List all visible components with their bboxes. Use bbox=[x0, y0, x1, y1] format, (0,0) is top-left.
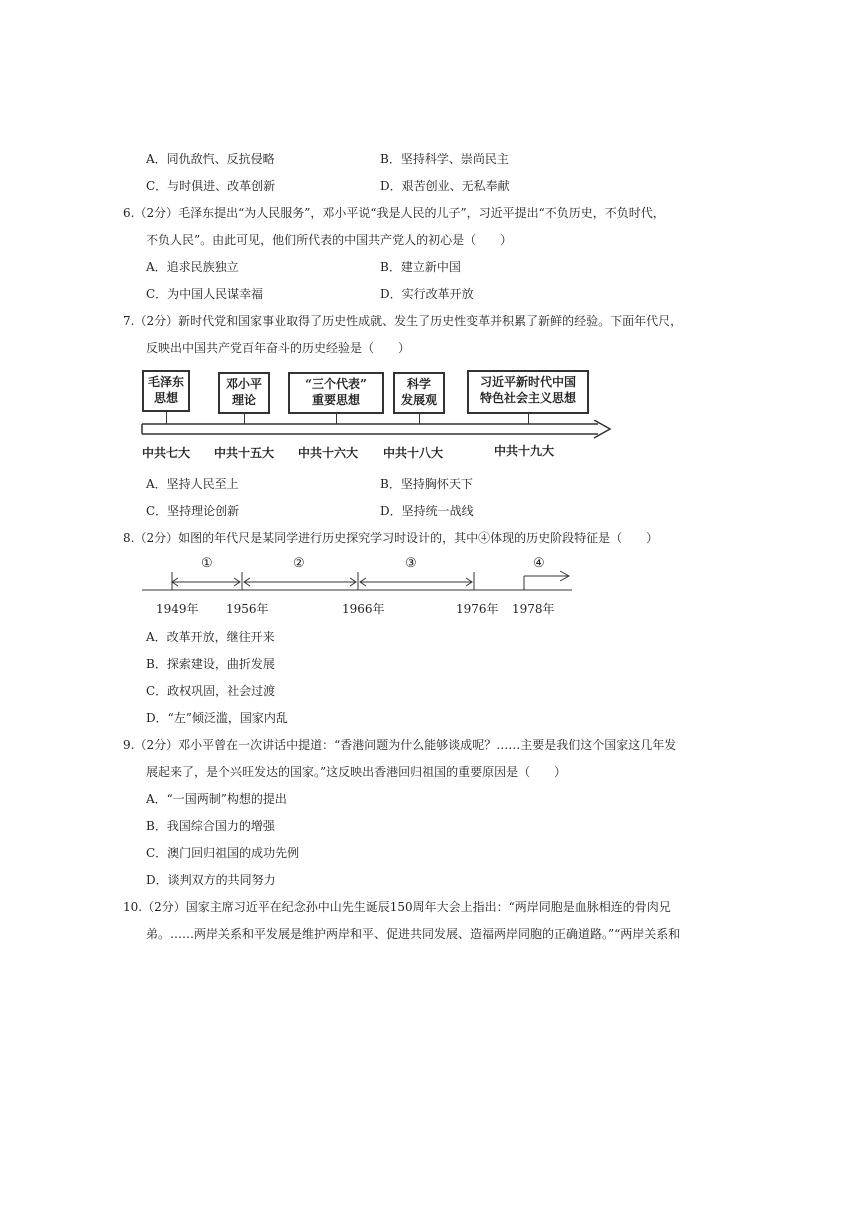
q7-option-c: C．坚持理论创新 bbox=[146, 504, 240, 518]
q8-marker-4: ④ bbox=[533, 556, 545, 571]
q5-option-b: B．坚持科学、崇尚民主 bbox=[380, 152, 509, 166]
q7-box-mao bbox=[142, 370, 190, 412]
q7-box-deng bbox=[218, 372, 270, 414]
q5-option-c: C．与时俱进、改革创新 bbox=[146, 179, 276, 193]
q7-box-xi-line2: 特色社会主义思想 bbox=[479, 391, 576, 405]
q7-box-scientific bbox=[393, 372, 445, 414]
q7-timeline-diagram bbox=[140, 368, 620, 463]
q7-axis-arrow bbox=[140, 420, 615, 440]
q7-label-18th: 中共十八大 bbox=[383, 446, 444, 460]
q7-box-mao-line1: 毛泽东 bbox=[148, 375, 185, 389]
q5-option-a: A．同仇敌忾、反抗侵略 bbox=[146, 152, 275, 166]
q9-stem-line1: 9.（2分）邓小平曾在一次讲话中提道：“香港问题为什么能够谈成呢？……主要是我们这个国家这几年发 bbox=[123, 738, 677, 752]
q7-stem-line1: 7.（2分）新时代党和国家事业取得了历史性成就、发生了历史性变革并积累了新鲜的经验。下面年代尺， bbox=[123, 314, 683, 328]
q7-option-b: B．坚持胸怀天下 bbox=[380, 477, 473, 491]
q6-option-d: D．实行改革开放 bbox=[380, 287, 474, 301]
q8-year-1966: 1966年 bbox=[342, 602, 385, 616]
q6-stem-line1: 6.（2分）毛泽东提出“为人民服务”，邓小平说“我是人民的儿子”，习近平提出“不负历史，不负时代， bbox=[123, 206, 665, 220]
q7-label-15th: 中共十五大 bbox=[214, 446, 275, 460]
q7-label-7th: 中共七大 bbox=[142, 446, 191, 460]
q7-tick bbox=[244, 414, 245, 424]
q6-option-b: B．建立新中国 bbox=[380, 260, 461, 274]
q6-stem-line2: 不负人民”。由此可见，他们所代表的中国共产党人的初心是（ ） bbox=[146, 233, 513, 247]
q8-option-d: D．“左”倾泛滥，国家内乱 bbox=[146, 711, 288, 725]
q7-tick bbox=[528, 414, 529, 424]
q10-stem-line1: 10.（2分）国家主席习近平在纪念孙中山先生诞辰150周年大会上指出：“两岸同胞是血脉相连的骨肉兄 bbox=[123, 900, 671, 914]
q8-marker-2: ② bbox=[293, 556, 305, 571]
q7-tick bbox=[336, 414, 337, 424]
q7-box-mao-line2: 思想 bbox=[153, 391, 178, 405]
q9-option-a: A．“一国两制”构想的提出 bbox=[146, 792, 287, 806]
q7-box-scientific-line2: 发展观 bbox=[400, 393, 437, 407]
q7-tick bbox=[419, 414, 420, 424]
q5-option-d: D．艰苦创业、无私奉献 bbox=[380, 179, 510, 193]
q8-year-1949: 1949年 bbox=[156, 602, 199, 616]
q7-option-d: D．坚持统一战线 bbox=[380, 504, 474, 518]
q8-timeline-diagram bbox=[140, 556, 580, 618]
q7-stem-line2: 反映出中国共产党百年奋斗的历史经验是（ ） bbox=[146, 341, 411, 355]
q7-tick bbox=[166, 412, 167, 424]
q10-stem-line2: 弟。……两岸关系和平发展是维护两岸和平、促进共同发展、造福两岸同胞的正确道路。”“两岸关系和 bbox=[146, 927, 681, 941]
q8-year-1976: 1976年 bbox=[456, 602, 499, 616]
q6-option-c: C．为中国人民谋幸福 bbox=[146, 287, 264, 301]
q7-box-xi bbox=[467, 370, 589, 414]
q7-box-xi-line1: 习近平新时代中国 bbox=[479, 375, 576, 389]
q8-marker-1: ① bbox=[201, 556, 213, 571]
q8-option-c: C．政权巩固，社会过渡 bbox=[146, 684, 276, 698]
q8-year-1978: 1978年 bbox=[512, 602, 555, 616]
q7-box-three-represents bbox=[288, 372, 384, 414]
q9-option-d: D．谈判双方的共同努力 bbox=[146, 873, 276, 887]
q9-option-b: B．我国综合国力的增强 bbox=[146, 819, 275, 833]
q9-stem-line2: 展起来了，是个兴旺发达的国家。”这反映出香港回归祖国的重要原因是（ ） bbox=[146, 765, 567, 779]
q7-option-a: A．坚持人民至上 bbox=[146, 477, 239, 491]
q7-box-three-represents-line1: “三个代表” bbox=[305, 377, 367, 391]
q8-stem-line1: 8.（2分）如图的年代尺是某同学进行历史探究学习时设计的，其中④体现的历史阶段特征是（ ） bbox=[123, 531, 659, 545]
q7-box-deng-line1: 邓小平 bbox=[225, 377, 262, 391]
q9-option-c: C．澳门回归祖国的成功先例 bbox=[146, 846, 300, 860]
q7-label-19th: 中共十九大 bbox=[494, 444, 555, 458]
q6-option-a: A．追求民族独立 bbox=[146, 260, 239, 274]
q7-box-deng-line2: 理论 bbox=[231, 393, 256, 407]
q8-marker-3: ③ bbox=[405, 556, 417, 571]
q8-option-b: B．探索建设，曲折发展 bbox=[146, 657, 275, 671]
q8-year-1956: 1956年 bbox=[226, 602, 269, 616]
q7-label-16th: 中共十六大 bbox=[298, 446, 359, 460]
q7-box-three-represents-line2: 重要思想 bbox=[311, 393, 360, 407]
q7-box-scientific-line1: 科学 bbox=[406, 377, 431, 391]
q8-option-a: A．改革开放，继往开来 bbox=[146, 630, 275, 644]
